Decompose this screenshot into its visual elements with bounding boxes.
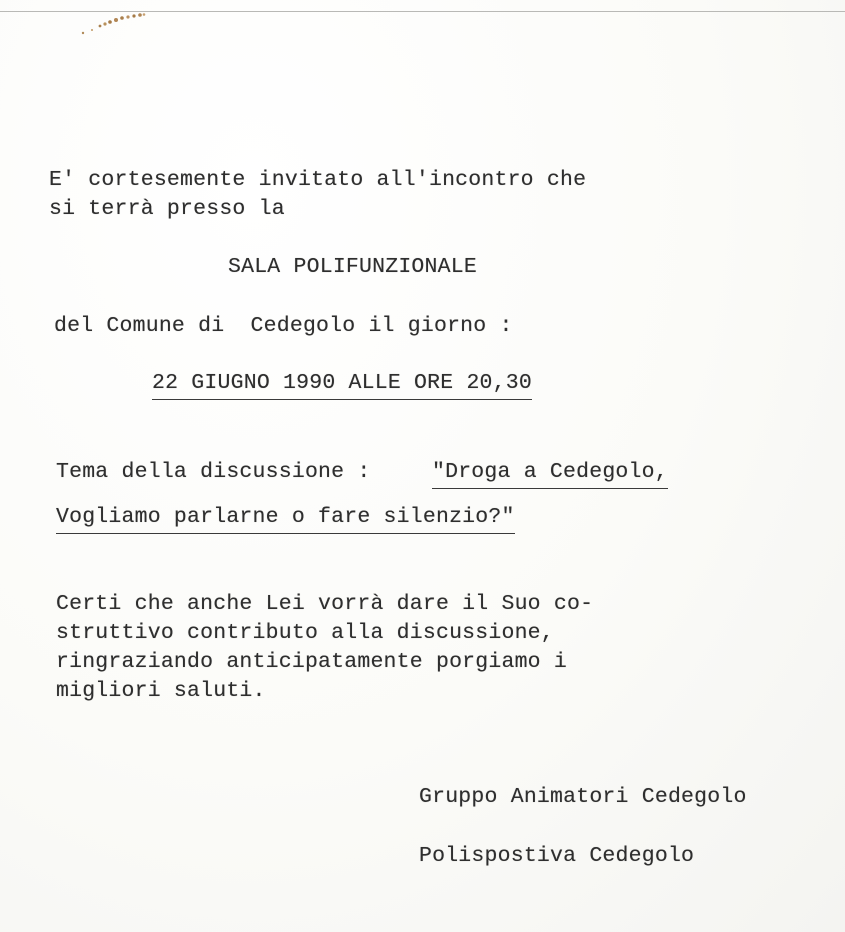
meeting-date-time: 22 GIUGNO 1990 ALLE ORE 20,30	[152, 368, 532, 400]
topic-title-part2: Vogliamo parlarne o fare silenzio?"	[56, 502, 515, 534]
location-line: del Comune di Cedegolo il giorno :	[54, 314, 513, 338]
closing-paragraph: Certi che anche Lei vorrà dare il Suo co- struttivo contributo alla discussione, ringraziando anticipatamente porgiamo i migliori saluti.	[56, 592, 594, 703]
ink-stain	[78, 12, 153, 36]
venue-heading: SALA POLIFUNZIONALE	[228, 255, 477, 279]
signature-association: Polispostiva Cedegolo	[419, 844, 695, 868]
intro-text: E' cortesemente invitato all'incontro che si terrà presso la	[49, 168, 587, 221]
topic-title-part1: "Droga a Cedegolo,	[432, 457, 668, 489]
topic-label: Tema della discussione :	[56, 460, 384, 484]
signature-group: Gruppo Animatori Cedegolo	[419, 785, 747, 809]
